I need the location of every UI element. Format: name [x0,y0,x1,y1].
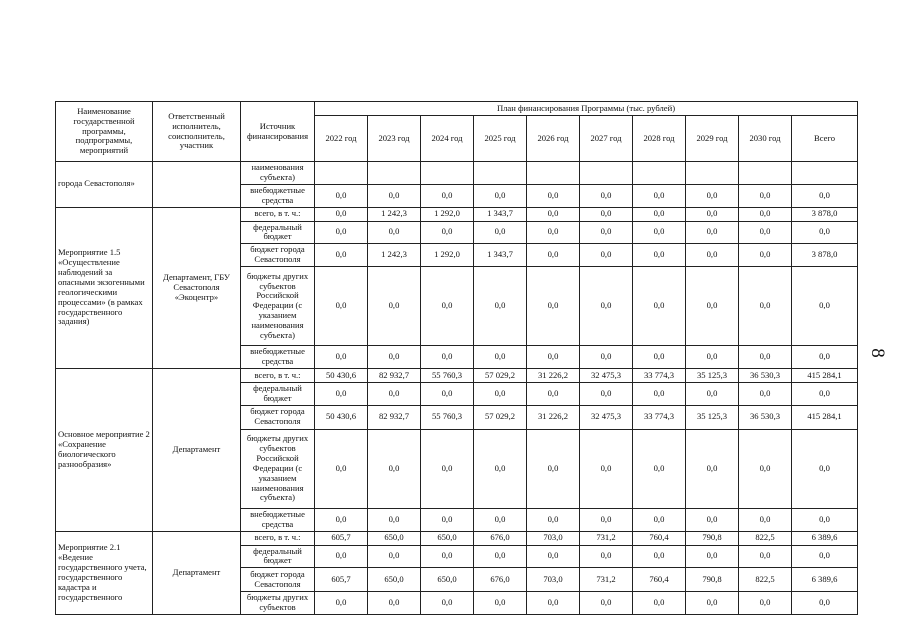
value-cell: 0,0 [368,429,421,508]
value-cell: 0,0 [686,267,739,346]
value-cell: 790,8 [686,531,739,545]
header-year: 2030 год [739,116,792,162]
value-cell: 0,0 [739,244,792,267]
value-cell: 0,0 [580,346,633,369]
table-row [56,162,858,185]
measure-name: Мероприятие 2.1 «Ведение государственного учета, государственного кадастра и государственного [56,531,153,615]
total-cell: 0,0 [792,592,858,615]
value-cell: 1 242,3 [368,207,421,221]
header-plan: План финансирования Программы (тыс. рублей) [315,102,858,116]
value-cell: 0,0 [686,346,739,369]
value-cell: 0,0 [686,221,739,244]
total-cell: 6 389,6 [792,531,858,545]
value-cell: 676,0 [474,568,527,592]
value-cell: 731,2 [580,531,633,545]
value-cell: 0,0 [739,221,792,244]
header-responsible: Ответственный исполнитель, соисполнитель, участник [153,102,241,162]
value-cell: 0,0 [368,184,421,207]
value-cell: 1 343,7 [474,244,527,267]
value-cell [527,162,580,185]
value-cell: 0,0 [368,267,421,346]
value-cell: 0,0 [739,429,792,508]
value-cell: 760,4 [633,568,686,592]
value-cell: 0,0 [739,346,792,369]
value-cell: 0,0 [633,221,686,244]
value-cell: 50 430,6 [315,405,368,429]
value-cell: 0,0 [580,429,633,508]
value-cell: 35 125,3 [686,369,739,383]
value-cell: 0,0 [580,244,633,267]
value-cell: 760,4 [633,531,686,545]
value-cell: 0,0 [315,592,368,615]
value-cell: 605,7 [315,568,368,592]
value-cell: 0,0 [633,244,686,267]
value-cell: 731,2 [580,568,633,592]
value-cell: 0,0 [633,545,686,568]
value-cell: 0,0 [421,592,474,615]
value-cell: 0,0 [315,545,368,568]
header-year: 2029 год [686,116,739,162]
value-cell: 0,0 [580,221,633,244]
funding-source: всего, в т. ч.: [241,207,315,221]
funding-source: федеральный бюджет [241,545,315,568]
value-cell: 0,0 [633,592,686,615]
value-cell: 0,0 [474,592,527,615]
value-cell: 0,0 [368,346,421,369]
value-cell: 0,0 [527,592,580,615]
value-cell: 1 343,7 [474,207,527,221]
funding-source: бюджеты других субъектов [241,592,315,615]
value-cell [633,162,686,185]
value-cell: 0,0 [315,267,368,346]
value-cell: 33 774,3 [633,405,686,429]
value-cell: 0,0 [368,508,421,531]
value-cell [580,162,633,185]
value-cell: 0,0 [686,592,739,615]
value-cell: 31 226,2 [527,405,580,429]
value-cell: 650,0 [368,531,421,545]
value-cell: 0,0 [580,508,633,531]
value-cell: 650,0 [368,568,421,592]
value-cell: 0,0 [580,592,633,615]
funding-source: федеральный бюджет [241,221,315,244]
header-name: Наименование государственной программы, подпрограммы, мероприятий [56,102,153,162]
value-cell: 36 530,3 [739,405,792,429]
value-cell: 0,0 [421,267,474,346]
responsible-executor: Департамент, ГБУ Севастополя «Экоцентр» [153,207,241,369]
value-cell: 0,0 [633,346,686,369]
value-cell: 55 760,3 [421,369,474,383]
value-cell: 605,7 [315,531,368,545]
value-cell: 0,0 [527,508,580,531]
header-year: 2023 год [368,116,421,162]
value-cell: 0,0 [315,221,368,244]
total-cell: 0,0 [792,221,858,244]
value-cell: 0,0 [474,508,527,531]
value-cell: 0,0 [739,592,792,615]
header-year: 2025 год [474,116,527,162]
value-cell: 790,8 [686,568,739,592]
value-cell: 0,0 [580,545,633,568]
header-year: 2024 год [421,116,474,162]
page-number: 8 [866,348,888,358]
header-year: 2026 год [527,116,580,162]
responsible-executor: Департамент [153,369,241,532]
funding-source: бюджет города Севастополя [241,405,315,429]
funding-source: бюджет города Севастополя [241,568,315,592]
value-cell: 0,0 [421,545,474,568]
value-cell: 0,0 [421,184,474,207]
value-cell: 822,5 [739,531,792,545]
value-cell: 0,0 [686,429,739,508]
table-body [56,162,858,615]
value-cell: 0,0 [686,244,739,267]
value-cell: 0,0 [421,508,474,531]
table-row [56,207,858,221]
value-cell: 36 530,3 [739,369,792,383]
value-cell: 0,0 [474,221,527,244]
total-cell: 3 878,0 [792,207,858,221]
header-source: Источник финансирования [241,102,315,162]
funding-source: федеральный бюджет [241,383,315,406]
total-cell: 415 284,1 [792,405,858,429]
value-cell: 82 932,7 [368,405,421,429]
value-cell: 0,0 [527,244,580,267]
measure-name: Основное мероприятие 2 «Сохранение биологического разнообразия» [56,369,153,532]
value-cell: 0,0 [739,184,792,207]
total-cell: 6 389,6 [792,568,858,592]
responsible-executor [153,162,241,208]
value-cell: 0,0 [315,346,368,369]
value-cell: 0,0 [580,383,633,406]
value-cell: 0,0 [633,184,686,207]
value-cell: 822,5 [739,568,792,592]
value-cell [368,162,421,185]
value-cell [315,162,368,185]
value-cell: 82 932,7 [368,369,421,383]
total-cell: 0,0 [792,184,858,207]
total-cell: 415 284,1 [792,369,858,383]
table-row [56,369,858,383]
measure-name: города Севастополя» [56,162,153,208]
value-cell: 0,0 [739,545,792,568]
value-cell: 1 292,0 [421,244,474,267]
value-cell: 0,0 [686,508,739,531]
funding-source: всего, в т. ч.: [241,531,315,545]
value-cell: 650,0 [421,531,474,545]
value-cell: 35 125,3 [686,405,739,429]
value-cell: 0,0 [686,383,739,406]
value-cell: 0,0 [527,429,580,508]
value-cell: 0,0 [474,184,527,207]
value-cell: 1 242,3 [368,244,421,267]
value-cell: 31 226,2 [527,369,580,383]
value-cell: 0,0 [315,207,368,221]
table-header [56,102,858,162]
value-cell: 0,0 [421,429,474,508]
value-cell: 0,0 [421,383,474,406]
value-cell: 0,0 [315,508,368,531]
value-cell: 57 029,2 [474,405,527,429]
value-cell: 1 292,0 [421,207,474,221]
value-cell: 676,0 [474,531,527,545]
value-cell: 0,0 [474,346,527,369]
value-cell: 0,0 [368,383,421,406]
value-cell: 0,0 [580,267,633,346]
value-cell: 0,0 [474,267,527,346]
table-row [56,531,858,545]
value-cell: 0,0 [527,383,580,406]
value-cell: 0,0 [739,207,792,221]
value-cell: 33 774,3 [633,369,686,383]
value-cell: 0,0 [739,508,792,531]
value-cell [474,162,527,185]
value-cell: 0,0 [633,383,686,406]
value-cell: 0,0 [739,383,792,406]
value-cell: 0,0 [633,207,686,221]
header-year: 2027 год [580,116,633,162]
value-cell: 703,0 [527,568,580,592]
value-cell: 0,0 [368,221,421,244]
value-cell: 0,0 [527,267,580,346]
value-cell: 0,0 [315,184,368,207]
responsible-executor: Департамент [153,531,241,615]
value-cell [686,162,739,185]
financing-table [55,101,858,615]
value-cell: 50 430,6 [315,369,368,383]
value-cell: 0,0 [633,429,686,508]
value-cell: 0,0 [368,545,421,568]
total-cell: 0,0 [792,383,858,406]
value-cell: 0,0 [527,184,580,207]
value-cell: 0,0 [315,383,368,406]
value-cell: 0,0 [686,184,739,207]
value-cell: 0,0 [580,207,633,221]
value-cell: 0,0 [474,545,527,568]
total-cell [792,162,858,185]
value-cell: 0,0 [527,545,580,568]
total-cell: 3 878,0 [792,244,858,267]
value-cell: 0,0 [474,429,527,508]
total-cell: 0,0 [792,429,858,508]
value-cell [421,162,474,185]
value-cell: 0,0 [527,221,580,244]
value-cell: 32 475,3 [580,369,633,383]
value-cell: 57 029,2 [474,369,527,383]
funding-source: внебюджетные средства [241,346,315,369]
funding-source: внебюджетные средства [241,508,315,531]
header-year: 2022 год [315,116,368,162]
funding-source: бюджет города Севастополя [241,244,315,267]
value-cell: 0,0 [633,267,686,346]
funding-source: всего, в т. ч.: [241,369,315,383]
value-cell: 55 760,3 [421,405,474,429]
value-cell: 0,0 [527,207,580,221]
value-cell: 0,0 [474,383,527,406]
value-cell: 0,0 [686,207,739,221]
value-cell: 0,0 [527,346,580,369]
value-cell: 0,0 [633,508,686,531]
total-cell: 0,0 [792,508,858,531]
value-cell: 32 475,3 [580,405,633,429]
header-year: Всего [792,116,858,162]
value-cell: 703,0 [527,531,580,545]
total-cell: 0,0 [792,545,858,568]
measure-name: Мероприятие 1.5 «Осуществление наблюдений за опасными экзогенными геологическими процессами» (в рамках государственного задания) [56,207,153,369]
total-cell: 0,0 [792,267,858,346]
header-year: 2028 год [633,116,686,162]
value-cell: 0,0 [315,244,368,267]
value-cell: 0,0 [421,346,474,369]
value-cell: 0,0 [421,221,474,244]
funding-source: бюджеты других субъектов Российской Федерации (с указанием наименования субъекта) [241,267,315,346]
value-cell: 0,0 [368,592,421,615]
value-cell: 0,0 [686,545,739,568]
funding-source: внебюджетные средства [241,184,315,207]
value-cell: 0,0 [315,429,368,508]
funding-source: наименования субъекта) [241,162,315,185]
value-cell: 650,0 [421,568,474,592]
value-cell [739,162,792,185]
value-cell: 0,0 [580,184,633,207]
funding-source: бюджеты других субъектов Российской Федерации (с указанием наименования субъекта) [241,429,315,508]
total-cell: 0,0 [792,346,858,369]
value-cell: 0,0 [739,267,792,346]
